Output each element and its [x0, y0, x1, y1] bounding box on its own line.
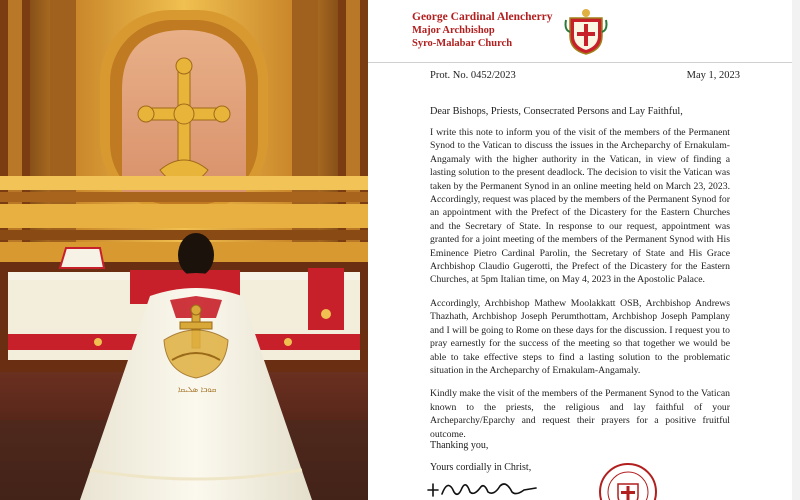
seal-stamp-icon: [598, 462, 658, 500]
letter-page: [368, 0, 800, 500]
paragraph: I write this note to inform you of the visit of the members of the Permanent Synod to the Vatican to discuss the issues in the Archeparchy of Ernakulam-Angamaly with the higher authority in the Vatican, in view of finding a lasting solution to the present deadlock. The decision to visit the Vatican was taken by the Permanent Synod in an online meeting held on March 23, 2023. Accordingly, request was placed by the members of the Permanent Synod for an appointment with the Prefect of the Dicastery for the Eastern Churches and the Secretary of State. In response to our request, appointment was granted for a joint meeting of the members of the Permanent Synod with His Eminence Pietro Cardinal Parolin, the Secretary of State and His Grace Archbishop Claudio Gugerotti, the Prefect of the Dicastery for the Eastern Churches, at 5pm Italian time, on May 4, 2023 in the Apostolic Palace.: [430, 127, 730, 286]
protocol-number: Prot. No. 0452/2023: [430, 70, 516, 81]
altar-photo: [0, 0, 368, 500]
paragraph: Accordingly, Archbishop Mathew Moolakkatt OSB, Archbishop Andrews Thazhath, Archbishop Joseph Perumthottam, Archbishop Joseph Pamplany and I will be going to Rome on these days for the discussion. I request you to pray earnestly for the success of the meeting so that together we would be able to take effective steps to find a lasting solution to the problematic situation in the Archeparchy of Ernakulam-Angamaly.: [430, 297, 730, 376]
page-edge: [792, 0, 800, 500]
salutation: Dear Bishops, Priests, Consecrated Persons and Lay Faithful,: [430, 106, 683, 117]
sender-name: George Cardinal Alencherry: [412, 11, 553, 23]
letter-date: May 1, 2023: [686, 70, 740, 81]
coat-of-arms-icon: [564, 8, 608, 56]
thanks-line: Thanking you,: [430, 440, 489, 451]
sender-title: Major Archbishop: [412, 25, 495, 36]
sender-church: Syro-Malabar Church: [412, 38, 513, 49]
svg-text:ܩܘܒܐ ܣܠܝܩܐ: ܩܘܒܐ ܣܠܝܩܐ: [178, 385, 217, 394]
header-divider: [368, 62, 800, 63]
signature: [424, 474, 544, 500]
letter-body: [430, 126, 730, 451]
paragraph: Kindly make the visit of the members of the Permanent Synod to the Vatican known to the priests, the religious and lay faithful of your Archeparchy/Eparchy and request their prayers for a positive fruitful outcome.: [430, 388, 730, 440]
closing-line: Yours cordially in Christ,: [430, 462, 532, 473]
